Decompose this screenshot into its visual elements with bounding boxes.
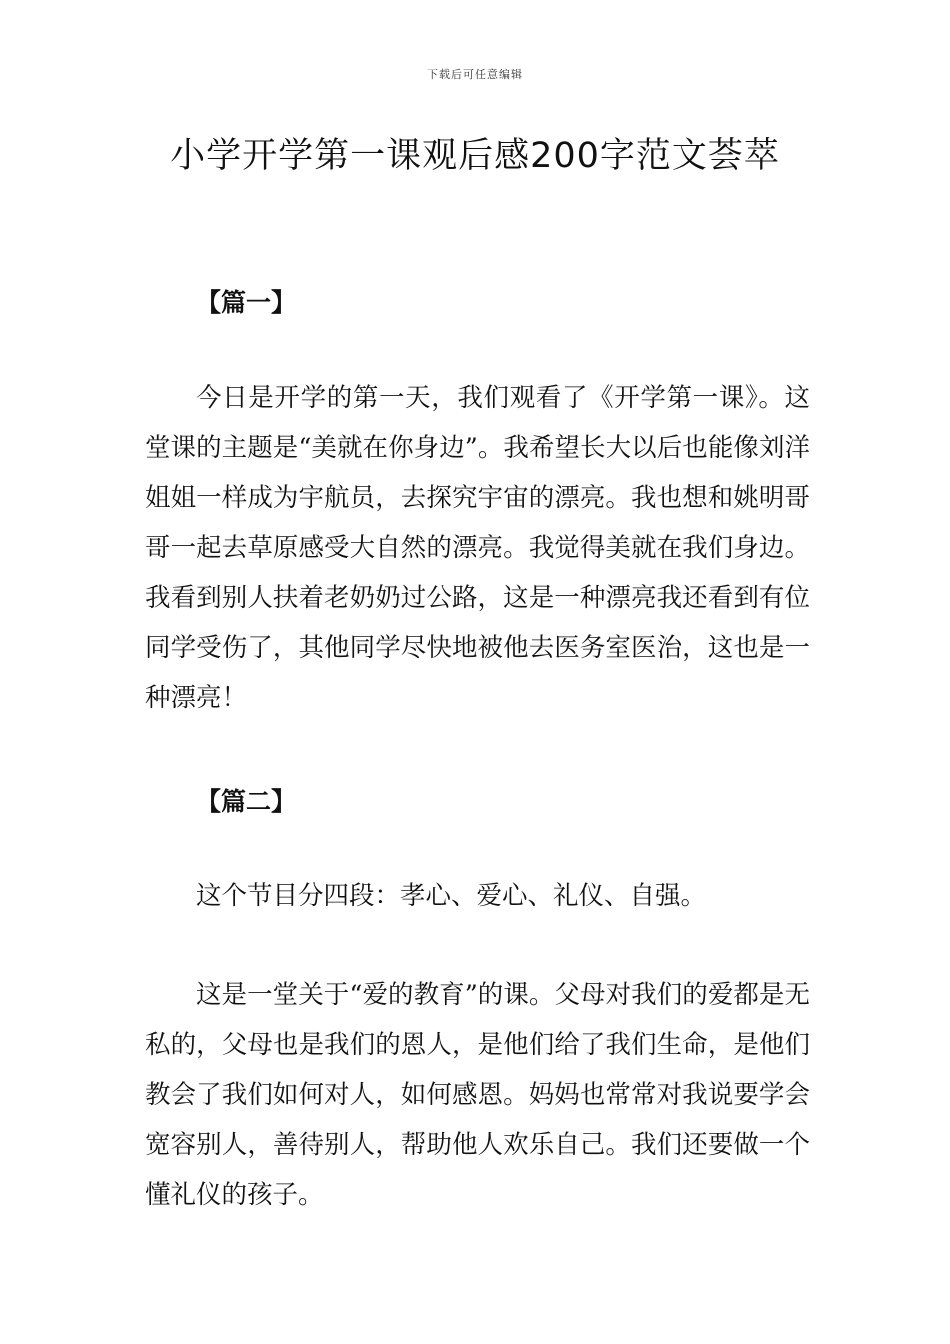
section-label-1: 【篇一】 [196, 288, 297, 317]
section-label-2: 【篇二】 [196, 787, 297, 816]
section-2-paragraph-1: 这个节目分四段：孝心、爱心、礼仪、自强。 [196, 881, 707, 911]
section-2-paragraph-2: 这是一堂关于“爱的教育”的课。父母对我们的爱都是无私的，父母也是我们的恩人，是他们给了我们生命，是他们教会了我们如何对人，如何感恩。妈妈也常常对我说要学会宽容别人，善待别人，帮助他人欢乐自己。我们还要做一个懂礼仪的孩子。 [145, 980, 810, 1210]
section-1-paragraph-1: 今日是开学的第一天，我们观看了《开学第一课》。这堂课的主题是“美就在你身边”。我希望长大以后也能像刘洋姐姐一样成为宇航员，去探究宇宙的漂亮。我也想和姚明哥哥一起去草原感受大自然的漂亮。我觉得美就在我们身边。我看到别人扶着老奶奶过公路，这是一种漂亮我还看到有位同学受伤了，其他同学尽快地被他去医务室医治，这也是一种漂亮！ [145, 383, 810, 713]
download-note: 下载后可任意编辑 [427, 68, 523, 81]
page-title: 小学开学第一课观后感200字范文荟萃 [170, 136, 780, 176]
